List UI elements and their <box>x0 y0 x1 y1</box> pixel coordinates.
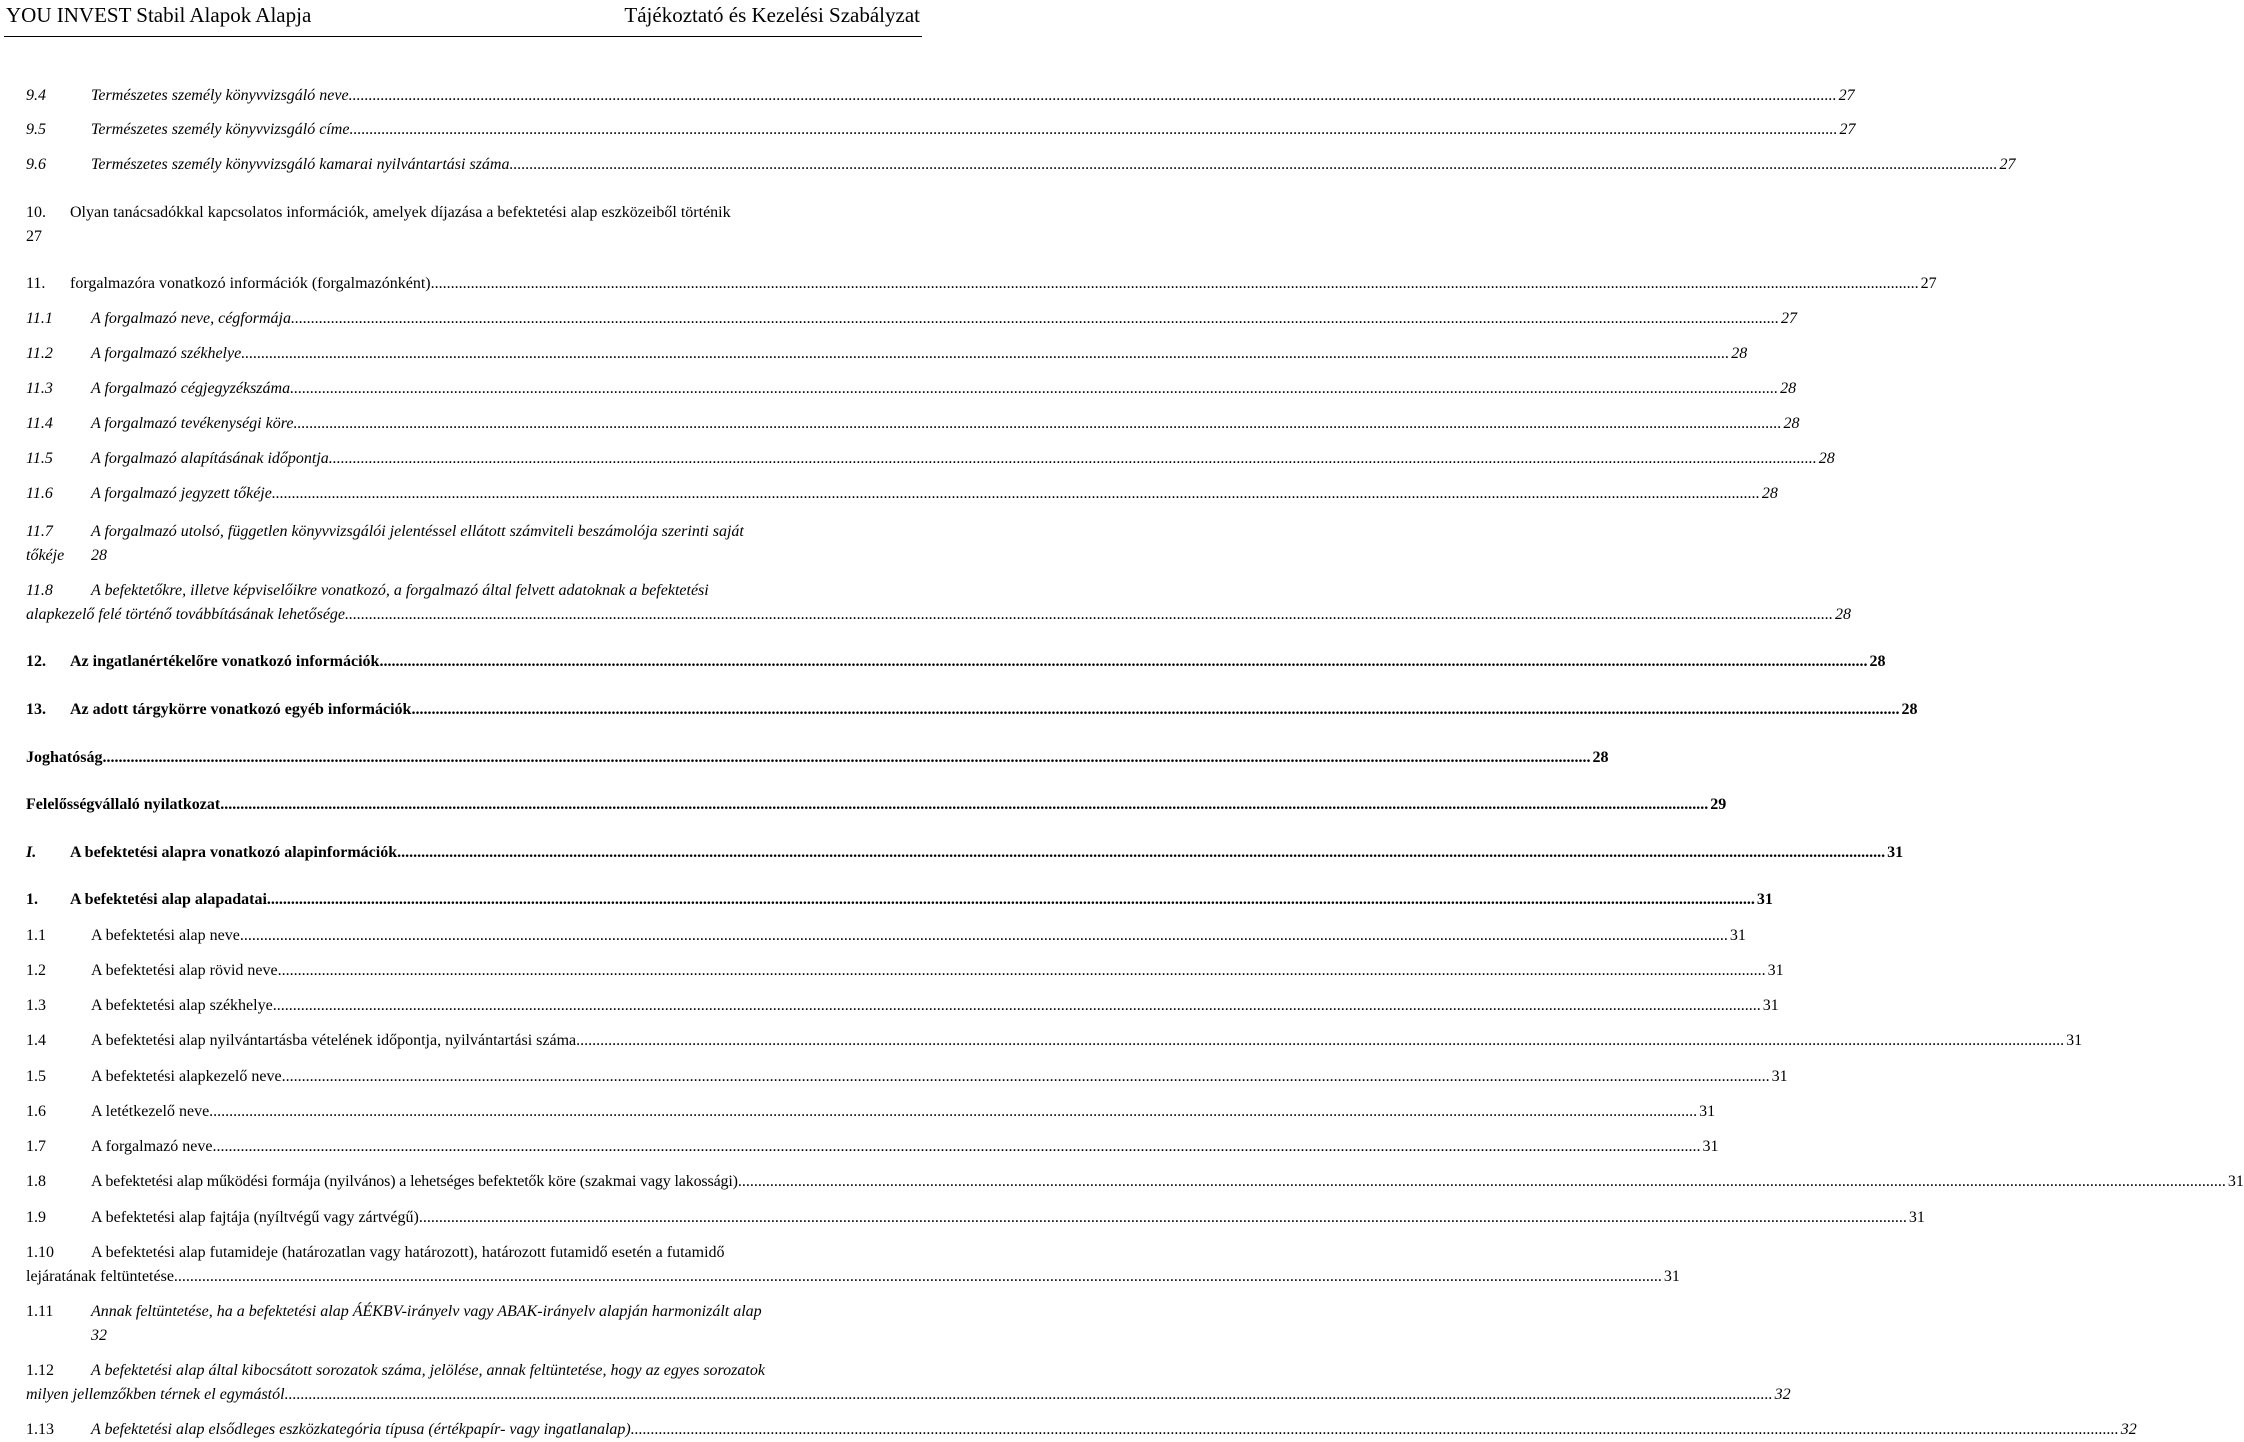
toc-entry-title: Az ingatlanértékelőre vonatkozó információk <box>70 653 380 670</box>
toc-page-number: 27 <box>1838 87 1855 104</box>
toc-entry-11-6[interactable]: 11.6 A forgalmazó jegyzett tőkéje ..... 28 <box>26 482 962 506</box>
toc-entry-title-continued: milyen jellemzőkben térnek el egymástól <box>26 1386 285 1403</box>
toc-page-number: 31 <box>1699 1103 1716 1120</box>
toc-entry-title: A befektetési alapkezelő neve <box>91 1068 282 1085</box>
toc-entry-title: Joghatóság <box>26 749 103 766</box>
toc-page-number: 31 <box>1756 891 1773 908</box>
toc-entry-title: A forgalmazó jegyzett tőkéje <box>91 485 272 502</box>
toc-entry-title: A befektetési alap alapadatai <box>70 891 267 908</box>
toc-entry-1-4[interactable]: 1.4 A befektetési alap nyilvántartásba vételének időpontja, nyilvántartási száma ..... 31 <box>26 1029 962 1053</box>
toc-entry-title-continued: alapkezelő felé történő továbbításának lehetősége <box>26 606 346 623</box>
toc-entry-title: A befektetési alap működési formája (nyilvános) a lehetséges befektetők köre (szakmai vagy lakossági) <box>91 1173 738 1190</box>
toc-page-number: 27 <box>26 228 42 245</box>
toc-page-number: 29 <box>1710 796 1727 813</box>
toc-entry-1-8[interactable]: 1.8 A befektetési alap működési formája (nyilvános) a lehetséges befektetők köre (szakmai vagy lakossági) ..... 31 <box>26 1170 962 1194</box>
toc-entry-title: Annak feltüntetése, ha a befektetési alap ÁÉKBV-irányelv vagy ABAK-irányelv alapján harmonizált alap <box>91 1303 762 1320</box>
toc-entry-9-6[interactable]: 9.6 Természetes személy könyvvizsgáló kamarai nyilvántartási száma ..... 27 <box>26 153 962 177</box>
toc-entry-title-continued: lejáratának feltüntetése <box>26 1268 174 1285</box>
toc-page-number: 28 <box>1901 701 1918 718</box>
toc-entry-title: Felelősségvállaló nyilatkozat <box>26 796 221 813</box>
toc-entry-11[interactable]: 11. forgalmazóra vonatkozó információk (forgalmazónként) ..... 27 <box>26 272 962 296</box>
toc-page-number: 28 <box>1592 749 1609 766</box>
toc-entry-12[interactable]: 12. Az ingatlanértékelőre vonatkozó információk ..... 28 <box>26 650 962 674</box>
toc-page-number: 32 <box>91 1327 107 1344</box>
toc-entry-1-9[interactable]: 1.9 A befektetési alap fajtája (nyíltvégű vagy zártvégű) ..... 31 <box>26 1206 962 1230</box>
toc-page-number: 27 <box>1999 156 2016 173</box>
toc-page-number: 31 <box>1887 844 1904 861</box>
toc-page-number: 28 <box>1783 415 1800 432</box>
toc-entry-title: Olyan tanácsadókkal kapcsolatos információk, amelyek díjazása a befektetési alap eszközeiből történik <box>70 204 731 221</box>
toc-entry-title: A forgalmazó cégjegyzékszáma <box>91 380 291 397</box>
toc-entry-title: Természetes személy könyvvizsgáló címe <box>91 121 350 138</box>
toc-entry-11-4[interactable]: 11.4 A forgalmazó tevékenységi köre ..... 28 <box>26 412 962 436</box>
toc-page-number: 31 <box>2066 1032 2083 1049</box>
toc-entry-9-5[interactable]: 9.5 Természetes személy könyvvizsgáló címe ..... 27 <box>26 118 962 142</box>
toc-entry-part-i[interactable]: I. A befektetési alapra vonatkozó alapinformációk ..... 31 <box>26 841 962 865</box>
toc-entry-title: Az adott tárgykörre vonatkozó egyéb információk <box>70 701 412 718</box>
toc-entry-11-1[interactable]: 11.1 A forgalmazó neve, cégformája ..... 27 <box>26 307 962 331</box>
toc-entry-title: A letétkezelő neve <box>91 1103 210 1120</box>
toc-page-number: 31 <box>2227 1173 2244 1190</box>
toc-page-number: 32 <box>2120 1421 2137 1438</box>
toc-page-number: 31 <box>1771 1068 1788 1085</box>
toc-entry-title: A forgalmazó utolsó, független könyvvizsgálói jelentéssel ellátott számviteli beszámolója szerinti saját <box>91 523 744 540</box>
toc-entry-title: Természetes személy könyvvizsgáló kamarai nyilvántartási száma <box>91 156 510 173</box>
toc-entry-title: A forgalmazó neve <box>91 1138 213 1155</box>
toc-entry-11-8[interactable]: 11.8 A befektetőkre, illetve képviselőikre vonatkozó, a forgalmazó által felvett adatoknak a befektetési alapkezelő felé történő továbbításának lehetősége ..... 28 <box>26 579 962 627</box>
toc-entry-10[interactable]: 10. Olyan tanácsadókkal kapcsolatos információk, amelyek díjazása a befektetési alap eszközeiből történik 27 <box>26 201 962 249</box>
toc-page-number: 31 <box>1702 1138 1719 1155</box>
toc-page-number: 27 <box>1780 310 1797 327</box>
toc-entry-title: A befektetési alap rövid neve <box>91 962 278 979</box>
toc-page-number: 31 <box>1767 962 1784 979</box>
toc-entry-13[interactable]: 13. Az adott tárgykörre vonatkozó egyéb információk ..... 28 <box>26 698 962 722</box>
toc-entry-1-5[interactable]: 1.5 A befektetési alapkezelő neve ..... 31 <box>26 1065 962 1089</box>
toc-entry-1[interactable]: 1. A befektetési alap alapadatai ..... 31 <box>26 888 962 912</box>
toc-entry-1-7[interactable]: 1.7 A forgalmazó neve ..... 31 <box>26 1135 962 1159</box>
toc-entry-title: Természetes személy könyvvizsgáló neve <box>91 87 349 104</box>
toc-page-number: 31 <box>1663 1268 1680 1285</box>
toc-entry-title: A forgalmazó székhelye <box>91 345 242 362</box>
document-subtitle: Tájékoztató és Kezelési Szabályzat <box>624 3 920 27</box>
toc-page-number: 31 <box>1908 1209 1925 1226</box>
toc-entry-1-11[interactable]: 1.11 Annak feltüntetése, ha a befektetési alap ÁÉKBV-irányelv vagy ABAK-irányelv alapján harmonizált alap 32 <box>26 1300 962 1348</box>
toc-entry-11-2[interactable]: 11.2 A forgalmazó székhelye ..... 28 <box>26 342 962 366</box>
document-title: YOU INVEST Stabil Alapok Alapja <box>6 3 312 27</box>
toc-page-number: 32 <box>1774 1386 1791 1403</box>
toc-page-number: 28 <box>1818 450 1835 467</box>
toc-entry-1-6[interactable]: 1.6 A letétkezelő neve ..... 31 <box>26 1100 962 1124</box>
toc-entry-joghatosag[interactable] <box>26 746 1609 770</box>
toc-page-number: 31 <box>1729 927 1746 944</box>
toc-entry-title: A befektetési alapra vonatkozó alapinformációk <box>70 844 398 861</box>
toc-page-number: 28 <box>1869 653 1886 670</box>
toc-entry-title: A befektetőkre, illetve képviselőikre vonatkozó, a forgalmazó által felvett adatoknak a befektetési <box>91 582 709 599</box>
toc-page-number: 27 <box>1920 275 1937 292</box>
toc-entry-1-10[interactable]: 1.10 A befektetési alap futamideje (határozatlan vagy határozott), határozott futamidő esetén a futamidő lejáratának feltüntetése ..... 31 <box>26 1241 962 1289</box>
toc-entry-1-1[interactable]: 1.1 A befektetési alap neve ..... 31 <box>26 924 962 948</box>
toc-entry-1-3[interactable]: 1.3 A befektetési alap székhelye ..... 31 <box>26 994 962 1018</box>
toc-page-number: 28 <box>1761 485 1778 502</box>
toc-entry-title: A forgalmazó alapításának időpontja <box>91 450 329 467</box>
toc-entry-1-2[interactable]: 1.2 A befektetési alap rövid neve ..... 31 <box>26 959 962 983</box>
toc-entry-title: A befektetési alap nyilvántartásba vételének időpontja, nyilvántartási száma <box>91 1032 577 1049</box>
toc-entry-felelossegvallalo[interactable] <box>26 793 1727 817</box>
toc-entry-title: A befektetési alap székhelye <box>91 997 273 1014</box>
toc-entry-title: A befektetési alap futamideje (határozatlan vagy határozott), határozott futamidő esetén a futamidő <box>91 1244 725 1261</box>
toc-entry-title: A befektetési alap által kibocsátott sorozatok száma, jelölése, annak feltüntetése, hogy az egyes sorozatok <box>91 1362 765 1379</box>
toc-entry-title: A befektetési alap fajtája (nyíltvégű vagy zártvégű) <box>91 1209 419 1226</box>
toc-entry-11-3[interactable]: 11.3 A forgalmazó cégjegyzékszáma ..... 28 <box>26 377 962 401</box>
toc-page-number: 31 <box>1762 997 1779 1014</box>
toc-page-number: 27 <box>1839 121 1856 138</box>
toc-entry-title: A forgalmazó tevékenységi köre <box>91 415 294 432</box>
toc-entry-11-7[interactable]: 11.7 A forgalmazó utolsó, független könyvvizsgálói jelentéssel ellátott számviteli beszámolója szerinti saját tőkéje 28 <box>26 520 962 568</box>
toc-page-number: 28 <box>1731 345 1748 362</box>
toc-entry-1-13[interactable]: 1.13 A befektetési alap elsődleges eszközkategória típusa (értékpapír- vagy ingatlanalap) ..... 32 <box>26 1418 962 1442</box>
toc-entry-9-4[interactable]: 9.4 Természetes személy könyvvizsgáló neve ..... 27 <box>26 84 962 108</box>
toc-entry-1-12[interactable]: 1.12 A befektetési alap által kibocsátott sorozatok száma, jelölése, annak feltüntetése, hogy az egyes sorozatok milyen jellemzőkben térnek el egymástól ..... 32 <box>26 1359 962 1407</box>
toc-entry-title: A befektetési alap neve <box>91 927 240 944</box>
toc-page-number: 28 <box>1835 606 1852 623</box>
toc-entry-title-continued: tőkéje <box>26 547 65 564</box>
toc-entry-11-5[interactable]: 11.5 A forgalmazó alapításának időpontja ..... 28 <box>26 447 962 471</box>
toc-page-number: 28 <box>91 547 107 564</box>
toc-page-number: 28 <box>1780 380 1797 397</box>
toc-entry-title: A befektetési alap elsődleges eszközkategória típusa (értékpapír- vagy ingatlanalap) <box>91 1421 631 1438</box>
toc-entry-title: A forgalmazó neve, cégformája <box>91 310 291 327</box>
toc-entry-title: forgalmazóra vonatkozó információk (forgalmazónként) <box>70 275 431 292</box>
